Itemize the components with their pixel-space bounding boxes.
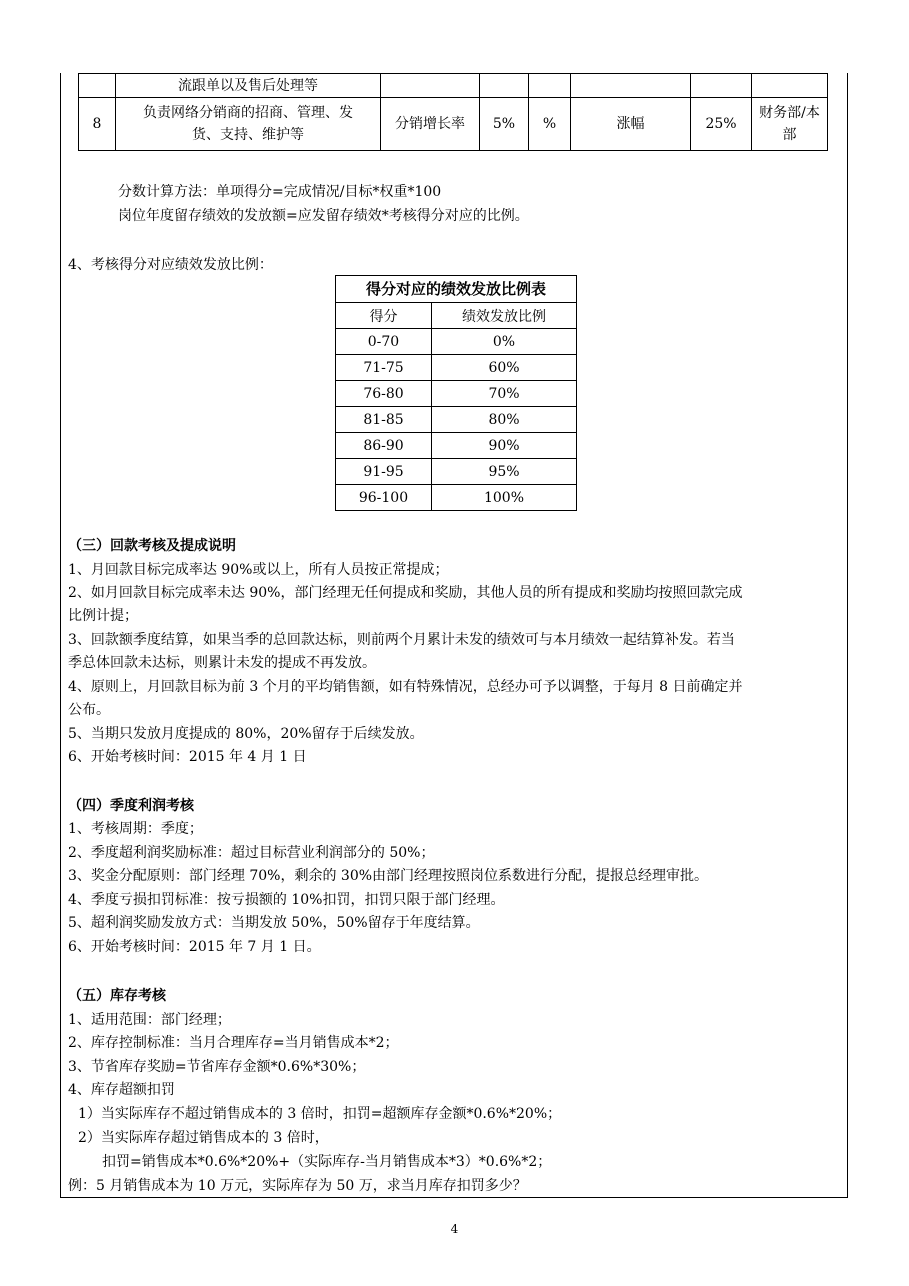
- ratio-row: [336, 485, 577, 511]
- kpi-cell-desc: 流跟单以及售后处理等: [116, 74, 381, 98]
- section4-line: 1、考核周期：季度；: [68, 821, 203, 837]
- ratio-score: 96-100: [336, 485, 432, 511]
- kpi-desc-line: 负责网络分销商的招商、管理、发: [143, 105, 353, 121]
- ratio-score: 91-95: [336, 459, 432, 485]
- ratio-score: 76-80: [336, 381, 432, 407]
- kpi-cell-target: [480, 74, 529, 98]
- section5-heading: （五）库存考核: [68, 988, 166, 1004]
- ratio-row: [336, 459, 577, 485]
- ratio-row: [336, 355, 577, 381]
- section4-line: 2、季度超利润奖励标准：超过目标营业利润部分的 50%；: [68, 845, 435, 861]
- page-number: 4: [450, 1222, 459, 1236]
- section3-line: 季总体回款未达标，则累计未发的提成不再发放。: [68, 655, 376, 671]
- kpi-cell-desc: [116, 98, 381, 151]
- ratio-row: [336, 407, 577, 433]
- section3-line: 1、月回款目标完成率达 90%或以上，所有人员按正常提成；: [68, 562, 449, 578]
- kpi-cell-target: 5%: [480, 98, 529, 151]
- ratio-value: 90%: [432, 433, 577, 459]
- ratio-table: [335, 275, 577, 511]
- ratio-value: 80%: [432, 407, 577, 433]
- kpi-dept-line: 部: [782, 127, 797, 143]
- section4-heading: （四）季度利润考核: [68, 798, 194, 814]
- section5-line: 3、节省库存奖励=节省库存金额*0.6%*30%；: [68, 1059, 366, 1075]
- ratio-row: [336, 329, 577, 355]
- section3-line: 3、回款额季度结算，如果当季的总回款达标，则前两个月累计未发的绩效可与本月绩效一起结算补发。若当: [68, 632, 735, 648]
- kpi-cell-basis: 涨幅: [571, 98, 691, 151]
- kpi-cell-indicator: [381, 74, 480, 98]
- section3-line: 4、原则上，月回款目标为前 3 个月的平均销售额，如有特殊情况，总经办可予以调整，于每月 8 日前确定并: [68, 679, 743, 695]
- ratio-table-title: 得分对应的绩效发放比例表: [335, 275, 577, 302]
- section4-line: 3、奖金分配原则：部门经理 70%，剩余的 30%由部门经理按照岗位系数进行分配，提报总经理审批。: [68, 868, 709, 884]
- section4-line: 6、开始考核时间：2015 年 7 月 1 日。: [68, 939, 321, 955]
- section3-line: 2、如月回款目标完成率未达 90%，部门经理无任何提成和奖励，其他人员的所有提成和奖励均按照回款完成: [68, 585, 743, 601]
- kpi-row: [79, 74, 828, 98]
- ratio-value: 100%: [432, 485, 577, 511]
- kpi-cell-no: [79, 74, 116, 98]
- kpi-table: [78, 73, 828, 151]
- kpi-cell-dept: [752, 74, 828, 98]
- kpi-cell-dept: [752, 98, 828, 151]
- formula-line: 岗位年度留存绩效的发放额=应发留存绩效*考核得分对应的比例。: [118, 208, 529, 224]
- kpi-cell-unit: %: [529, 98, 571, 151]
- kpi-desc-line: 货、支持、维护等: [192, 127, 304, 143]
- section5-line: 4、库存超额扣罚: [68, 1082, 175, 1098]
- kpi-cell-weight: 25%: [691, 98, 752, 151]
- kpi-cell-no: 8: [79, 98, 116, 151]
- ratio-value: 70%: [432, 381, 577, 407]
- kpi-dept-line: 财务部/本: [759, 105, 820, 121]
- section3-line: 公布。: [68, 702, 110, 718]
- ratio-score: 81-85: [336, 407, 432, 433]
- section5-line: 1、适用范围：部门经理；: [68, 1012, 231, 1028]
- section5-line: 1）当实际库存不超过销售成本的 3 倍时，扣罚=超额库存金额*0.6%*20%；: [78, 1106, 562, 1122]
- kpi-row: [79, 98, 828, 151]
- ratio-score: 86-90: [336, 433, 432, 459]
- section4-line: 4、季度亏损扣罚标准：按亏损额的 10%扣罚，扣罚只限于部门经理。: [68, 892, 505, 908]
- kpi-cell-unit: [529, 74, 571, 98]
- section4-line: 5、超利润奖励发放方式：当期发放 50%，50%留存于年度结算。: [68, 915, 480, 931]
- kpi-cell-indicator: 分销增长率: [381, 98, 480, 151]
- ratio-header-row: [336, 303, 577, 329]
- section3-heading: （三）回款考核及提成说明: [68, 538, 236, 554]
- ratio-value: 60%: [432, 355, 577, 381]
- ratio-value: 95%: [432, 459, 577, 485]
- formula-line: 分数计算方法：单项得分=完成情况/目标*权重*100: [118, 184, 442, 200]
- ratio-header-score: 得分: [336, 303, 432, 329]
- section3-line: 比例计提；: [68, 608, 138, 624]
- kpi-cell-basis: [571, 74, 691, 98]
- ratio-score: 0-70: [336, 329, 432, 355]
- section3-line: 5、当期只发放月度提成的 80%，20%留存于后续发放。: [68, 726, 424, 742]
- section5-line: 例：5 月销售成本为 10 万元，实际库存为 50 万，求当月库存扣罚多少？: [68, 1178, 527, 1194]
- ratio-score: 71-75: [336, 355, 432, 381]
- ratio-row: [336, 433, 577, 459]
- ratio-value: 0%: [432, 329, 577, 355]
- ratio-intro: 4、考核得分对应绩效发放比例：: [68, 257, 273, 273]
- section5-line: 扣罚=销售成本*0.6%*20%+（实际库存-当月销售成本*3）*0.6%*2；: [102, 1154, 552, 1170]
- section5-line: 2、库存控制标准：当月合理库存=当月销售成本*2；: [68, 1035, 399, 1051]
- ratio-row: [336, 381, 577, 407]
- kpi-cell-weight: [691, 74, 752, 98]
- ratio-header-ratio: 绩效发放比例: [432, 303, 577, 329]
- section3-line: 6、开始考核时间：2015 年 4 月 1 日: [68, 749, 307, 765]
- section5-line: 2）当实际库存超过销售成本的 3 倍时，: [78, 1130, 329, 1146]
